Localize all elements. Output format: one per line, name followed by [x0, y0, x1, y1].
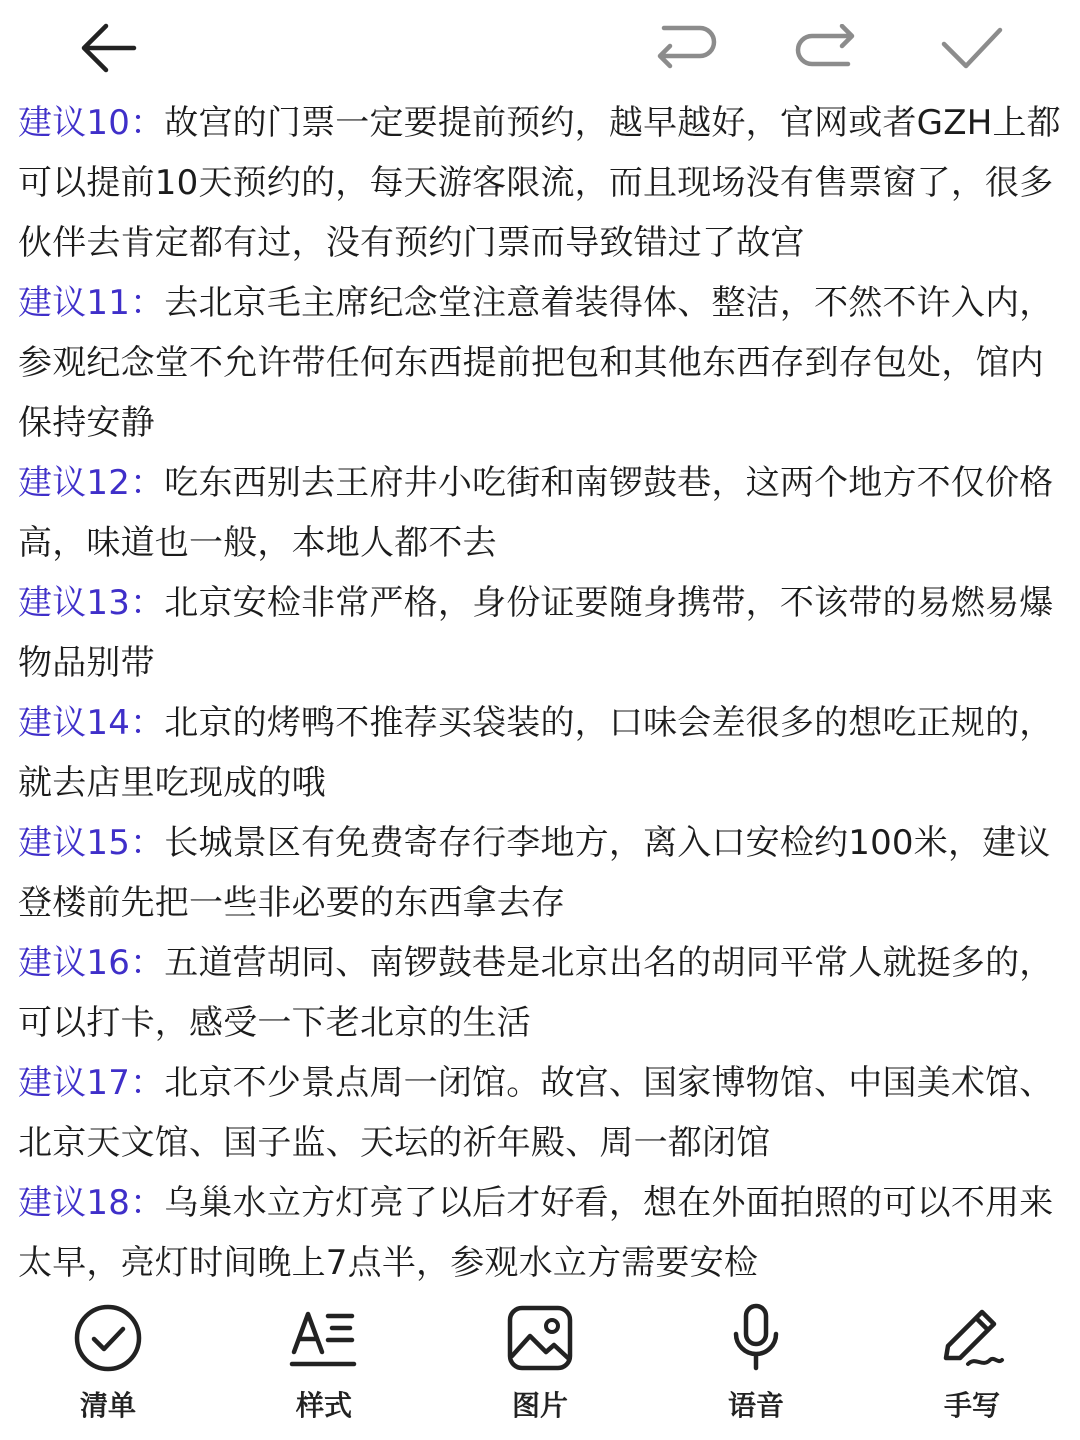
bottom-toolbar — [0, 1290, 1080, 1440]
checklist-button[interactable] — [38, 1300, 178, 1430]
back-arrow-icon — [76, 16, 140, 80]
text-style-button[interactable] — [254, 1300, 394, 1430]
voice-button[interactable] — [686, 1300, 826, 1430]
tool-label: 语音 — [727, 1389, 784, 1422]
note-item — [18, 1053, 1068, 1173]
note-item-key: 建议18： — [18, 1183, 165, 1223]
note-item — [18, 693, 1068, 813]
text-style-icon — [286, 1300, 362, 1376]
handwriting-pen-icon — [934, 1300, 1010, 1376]
note-item — [18, 273, 1068, 453]
image-button[interactable] — [470, 1300, 610, 1430]
image-icon — [502, 1300, 578, 1376]
microphone-icon — [718, 1300, 794, 1376]
handwriting-button[interactable] — [902, 1300, 1042, 1430]
note-item — [18, 453, 1068, 573]
note-item-text: 故宫的门票一定要提前预约，越早越好，官网或者GZH上都可以提前10天预约的，每天游客限流，而且现场没有售票窗了，很多伙伴去肯定都有过，没有预约门票而导致错过了故宫 — [18, 103, 1061, 263]
tool-label: 手写 — [943, 1389, 1000, 1422]
note-item-text: 北京的烤鸭不推荐买袋装的，口味会差很多的想吃正规的，就去店里吃现成的哦 — [18, 703, 1054, 803]
tool-label: 图片 — [511, 1389, 568, 1422]
note-item-key: 建议14： — [18, 703, 165, 743]
note-item-text: 五道营胡同、南锣鼓巷是北京出名的胡同平常人就挺多的，可以打卡，感受一下老北京的生活 — [18, 943, 1054, 1043]
checklist-icon — [70, 1300, 146, 1376]
undo-icon — [650, 24, 718, 72]
note-item — [18, 1173, 1068, 1285]
note-item-text: 乌巢水立方灯亮了以后才好看，想在外面拍照的可以不用来太早，亮灯时间晚上7点半，参观水立方需要安检 — [18, 1183, 1054, 1283]
back-button[interactable] — [68, 8, 148, 88]
checkmark-icon — [940, 24, 1004, 72]
note-item-key: 建议13： — [18, 583, 165, 623]
redo-icon — [794, 24, 862, 72]
tool-label: 清单 — [79, 1389, 136, 1422]
note-item — [18, 813, 1068, 933]
note-item — [18, 933, 1068, 1053]
note-item-key: 建议16： — [18, 943, 165, 983]
note-item-text: 长城景区有免费寄存行李地方，离入口安检约100米，建议登楼前先把一些非必要的东西拿去存 — [18, 823, 1051, 923]
done-button[interactable] — [932, 8, 1012, 88]
note-item-text: 北京安检非常严格，身份证要随身携带，不该带的易燃易爆物品别带 — [18, 583, 1054, 683]
tool-label: 样式 — [295, 1389, 352, 1422]
note-item — [18, 573, 1068, 693]
redo-button[interactable] — [788, 8, 868, 88]
note-item-key: 建议15： — [18, 823, 165, 863]
note-item-text: 北京不少景点周一闭馆。故宫、国家博物馆、中国美术馆、北京天文馆、国子监、天坛的祈年殿、周一都闭馆 — [18, 1063, 1054, 1163]
note-item-text: 去北京毛主席纪念堂注意着装得体、整洁，不然不许入内，参观纪念堂不允许带任何东西提前把包和其他东西存到存包处，馆内保持安静 — [18, 283, 1054, 443]
note-item-key: 建议12： — [18, 463, 165, 503]
note-item-text: 吃东西别去王府井小吃街和南锣鼓巷，这两个地方不仅价格高，味道也一般，本地人都不去 — [18, 463, 1054, 563]
note-body[interactable] — [18, 93, 1068, 1285]
note-item — [18, 93, 1068, 273]
note-item-key: 建议17： — [18, 1063, 165, 1103]
editor-toolbar — [0, 0, 1080, 96]
undo-button[interactable] — [644, 8, 724, 88]
note-item-key: 建议10： — [18, 103, 165, 143]
note-item-key: 建议11： — [18, 283, 165, 323]
